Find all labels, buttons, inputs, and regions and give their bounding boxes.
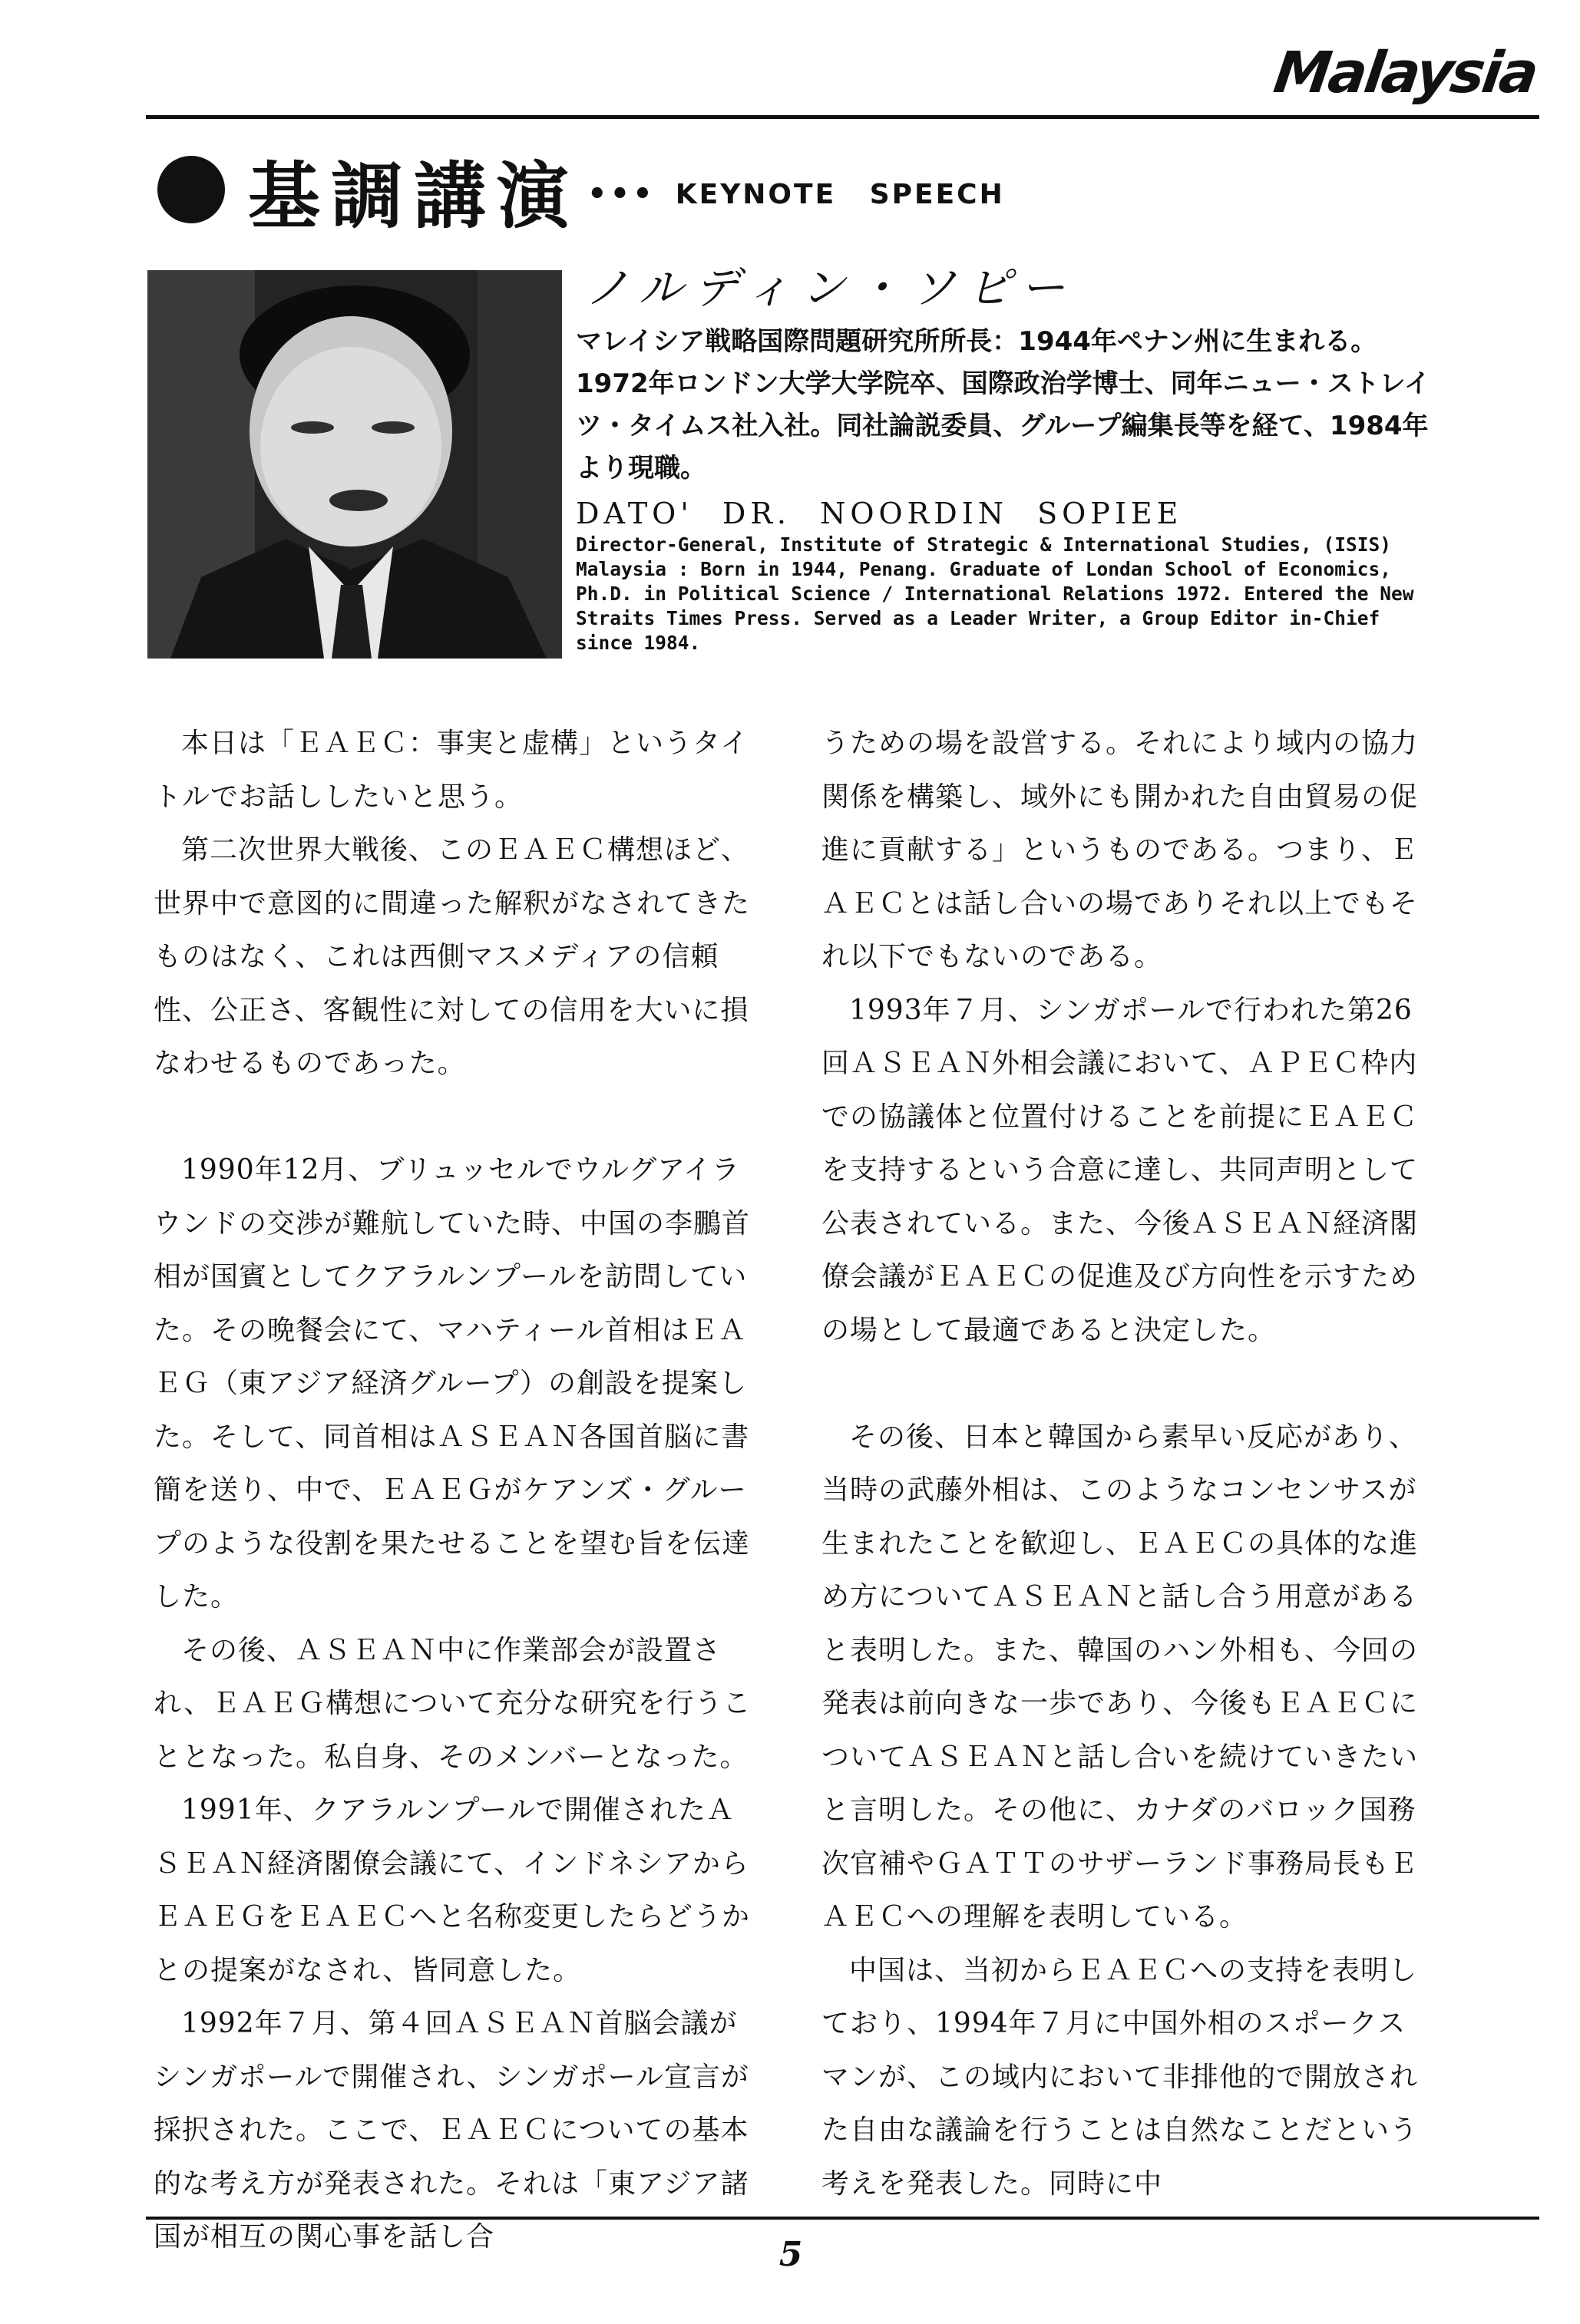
speaker-name-ja: ノルディン・ソピー [585,262,1076,314]
paragraph: 1992年７月、第４回ＡＳＥＡＮ首脳会議がシンガポールで開催され、シンガポール宣言が採択された。ここで、ＥＡＥＣについての基本的な考え方が発表された。それは「東アジア諸国が相互の関心事を話し合 [154,2008,749,2253]
page-number: 5 [778,2235,803,2274]
footer-rule [146,2217,1539,2220]
speaker-portrait-image [147,270,562,659]
paragraph: 中国は、当初からＥＡＥＣへの支持を表明しており、1994年７月に中国外相のスポークスマンが、この域内において非排他的で開放された自由な議論を行うことは自然なことだという考えを発表した。同時に中 [821,1954,1419,2200]
paragraph: 1990年12月、ブリュッセルでウルグアイラウンドの交渉が難航していた時、中国の李鵬首相が国賓としてクアラルンプールを訪問していた。その晩餐会にて、マハティール首相はＥＡＥＧ（東アジア経済グループ）の創設を提案した。そして、同首相はＡＳＥＡＮ各国首脳に書簡を送り、中で、ＥＡＥＧがケアンズ・グループのような役割を果たせることを望む旨を伝達した。 [154,1154,751,1613]
paragraph: その後、ＡＳＥＡＮ中に作業部会が設置され、ＥＡＥＧ構想について充分な研究を行うこととなった。私自身、そのメンバーとなった。 [154,1634,752,1773]
paragraph: 1993年７月、シンガポールで行われた第26回ＡＳＥＡＮ外相会議において、ＡＰＥＣ枠内での協議体と位置付けることを前提にＥＡＥＣを支持するという合意に達し、共同声明として公表されている。また、今後ＡＳＥＡＮ経済閣僚会議がＥＡＥＣの促進及び方向性を示すための場として最適であると決定した。 [821,994,1419,1346]
speaker-bio-ja: マレイシア戦略国際問題研究所所長：1944年ペナン州に生まれる。1972年ロンドン大学大学院卒、国際政治学博士、同年ニュー・ストレイツ・タイムス社入社。同社論説委員、グループ編集長等を経て、1984年より現職。 [576,326,1430,484]
speaker-name-en: DATO' DR. NOORDIN SOPIEE [576,497,1183,530]
heading-title-ja: 基調講演 [248,154,580,239]
heading-title-en: KEYNOTE SPEECH [675,178,1005,210]
bullet-circle-icon [157,156,225,223]
section-heading [157,147,1005,239]
paragraph: 本日は「ＥＡＥＣ：事実と虚構」というタイトルでお話ししたいと思う。 [154,728,749,813]
malaysia-logo: Malaysia [1270,40,1541,106]
paragraph: その後、日本と韓国から素早い反応があり、当時の武藤外相は、このようなコンセンサスが生まれたことを歓迎し、ＥＡＥＣの具体的な進め方についてＡＳＥＡＮと話し合う用意があると表明した。また、韓国のハン外相も、今回の発表は前向きな一歩であり、今後もＥＡＥＣについてＡＳＥＡＮと話し合いを続けていきたいと言明した。その他に、カナダのバロック国務次官補やＧＡＴＴのサザーランド事務局長もＥＡＥＣへの理解を表明している。 [821,1421,1419,1933]
paragraph: 1991年、クアラルンプールで開催されたＡＳＥＡＮ経済閣僚会議にて、インドネシアからＥＡＥＧをＥＡＥＣへと名称変更したらどうかとの提案がなされ、皆同意した。 [154,1794,751,1986]
heading-dots: ••• [587,177,656,212]
body-column-left [154,717,752,2264]
paragraph: 第二次世界大戦後、このＥＡＥＣ構想ほど、世界中で意図的に間違った解釈がなされてきたものはなく、これは西側マスメディアの信頼性、公正さ、客観性に対しての信用を大いに損なわせるものであった。 [154,834,751,1079]
speaker-photo [147,270,562,659]
speaker-bio-en: Director-General, Institute of Strategic & International Studies, (ISIS) Malaysia : Born in 1944, Penang. Graduate of Londan School of Economics, Ph.D. in Political Science / International Relations 1972. Entered the New Straits Times Press. Served as a Leader Writer, a Group Editor in-Chief since 1984. [576,533,1414,654]
speaker-bio [576,261,1443,655]
body-column-right [821,717,1420,2210]
header-rule [146,115,1539,119]
paragraph: うための場を設営する。それにより域内の協力関係を構築し、域外にも開かれた自由貿易の促進に貢献する」というものである。つまり、ＥＡＥＣとは話し合いの場でありそれ以上でもそれ以下でもないのである。 [821,728,1419,972]
